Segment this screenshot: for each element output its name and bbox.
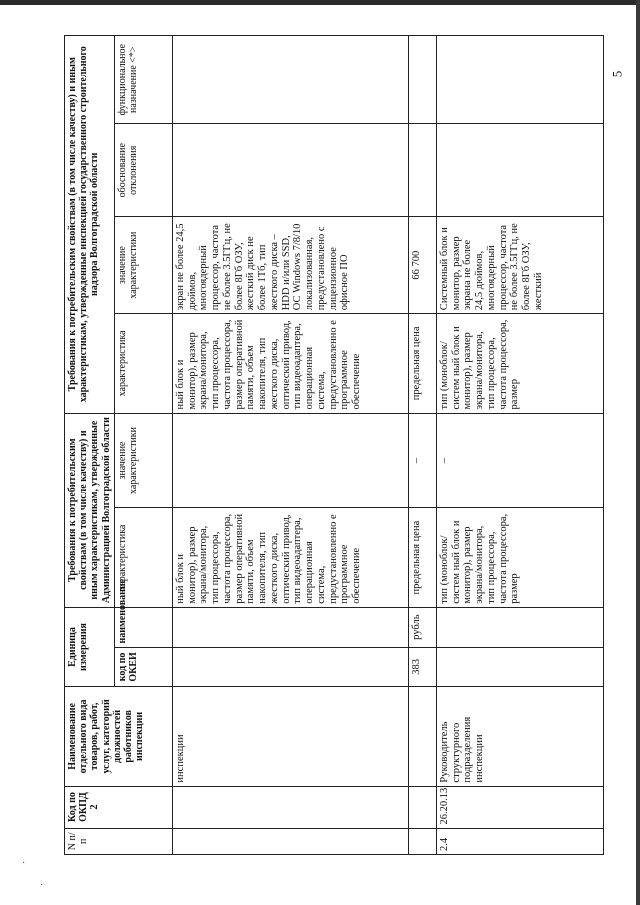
cell-insp-char: тип (моноблок/систем ный блок и монитор), размер экрана/монитора, тип процессора, частота процессора, размер bbox=[436, 314, 603, 413]
header-admin-value: значение характеристики bbox=[114, 413, 172, 508]
cell-okpd: 26.20.13 bbox=[436, 786, 603, 828]
table-row bbox=[436, 36, 603, 855]
cell-insp-function bbox=[172, 36, 408, 124]
header-okpd: Код по ОКПД 2 bbox=[65, 786, 173, 828]
cell-okpd bbox=[408, 786, 436, 828]
cell-unit-name: рубль bbox=[408, 607, 436, 647]
cell-unit-code: 383 bbox=[408, 647, 436, 687]
header-insp-justification: обоснование отклонения bbox=[114, 124, 172, 217]
cell-num bbox=[172, 828, 408, 854]
header-insp-value: значение характеристики bbox=[114, 217, 172, 314]
scan-mark: · bbox=[22, 858, 26, 869]
cell-num: 2.4 bbox=[436, 828, 603, 854]
cell-insp-justification bbox=[408, 124, 436, 217]
scan-edge-top bbox=[0, 0, 640, 5]
page-number: 5 bbox=[609, 70, 625, 78]
header-name: Наименование отдельного вида товаров, работ, услуг, категорий должностей работников инспекции bbox=[65, 687, 173, 786]
cell-num bbox=[408, 828, 436, 854]
cell-admin-value bbox=[172, 413, 408, 508]
cell-unit-code bbox=[436, 647, 603, 687]
cell-unit-name bbox=[436, 607, 603, 647]
header-insp-function: функциональное назначение <*> bbox=[114, 36, 172, 124]
cell-okpd bbox=[172, 786, 408, 828]
scan-mark: · bbox=[40, 880, 44, 891]
cell-insp-justification bbox=[436, 124, 603, 217]
cell-name bbox=[408, 687, 436, 786]
header-admin-char: характеристика bbox=[114, 508, 172, 607]
table-row bbox=[408, 36, 436, 855]
cell-admin-value: – bbox=[436, 413, 603, 508]
cell-admin-char: тип (моноблок/систем ный блок и монитор), размер экрана/монитора, тип процессора, частота процессора, размер bbox=[436, 508, 603, 607]
cell-insp-value: Системный блок и монитор, размер экрана не более 24,5 дюймов, многоядерный процессор, частота не более 3.5ГГц, не более 8Гб ОЗУ, жесткий bbox=[436, 217, 603, 314]
cell-insp-justification bbox=[172, 124, 408, 217]
header-inspection-group: Требования к потребительским свойствам (в том числе качеству) и иным характеристикам, утвержденные инспекцией государственного строительного надзора Волгоградской области bbox=[65, 36, 115, 414]
header-row-1 bbox=[65, 36, 115, 855]
cell-insp-function bbox=[436, 36, 603, 124]
header-insp-char: характеристика bbox=[114, 314, 172, 413]
header-unit-name: наименование bbox=[114, 607, 172, 647]
scan-edge-right bbox=[636, 0, 640, 905]
cell-name: инспекции bbox=[172, 687, 408, 786]
cell-unit-code bbox=[172, 647, 408, 687]
cell-admin-char: ный блок и монитор), размер экрана/монитора, тип процессора, частота процессора, размер оперативной памяти, объем накопителя, тип жесткого диска, оптический привод, тип видеоадаптера, операционная система, предустановленно е программное обеспечение bbox=[172, 508, 408, 607]
cell-insp-char: предельная цена bbox=[408, 314, 436, 413]
cell-insp-char: ный блок и монитор), размер экрана/монитора, тип процессора, частота процессора, размер оперативной памяти, объем накопителя, тип жесткого диска, оптический привод, тип видеоадаптера, операционная система, предустановленно е программное обеспечение bbox=[172, 314, 408, 413]
cell-unit-name bbox=[172, 607, 408, 647]
cell-insp-value: 66 700 bbox=[408, 217, 436, 314]
table-row bbox=[172, 36, 408, 855]
cell-insp-value: экран не более 24,5 дюймов, многоядерный процессор, частота не более 3.5ГГц, не более 8Гб ОЗУ, жесткий диск не более 1Тб, тип жесткого диска – HDD и/или SSD, ОС Windows 7/8/10 локализованная, предустановлено с лицензионное офисное ПО bbox=[172, 217, 408, 314]
header-admin-group: Требования к потребительским свойствам (в том числе качеству) и иным характеристикам, утвержденные Администрацией Волгоградской области bbox=[65, 413, 115, 607]
rotated-document bbox=[64, 35, 604, 855]
header-unit-code: код по ОКЕИ bbox=[114, 647, 172, 687]
header-num: N п/п bbox=[65, 828, 173, 854]
header-unit: Единица измерения bbox=[65, 607, 115, 686]
cell-admin-value: – bbox=[408, 413, 436, 508]
cell-name: Руководитель структурного подразделения инспекции bbox=[436, 687, 603, 786]
cell-insp-function bbox=[408, 36, 436, 124]
requirements-table bbox=[64, 35, 604, 855]
cell-admin-char: предельная цена bbox=[408, 508, 436, 607]
